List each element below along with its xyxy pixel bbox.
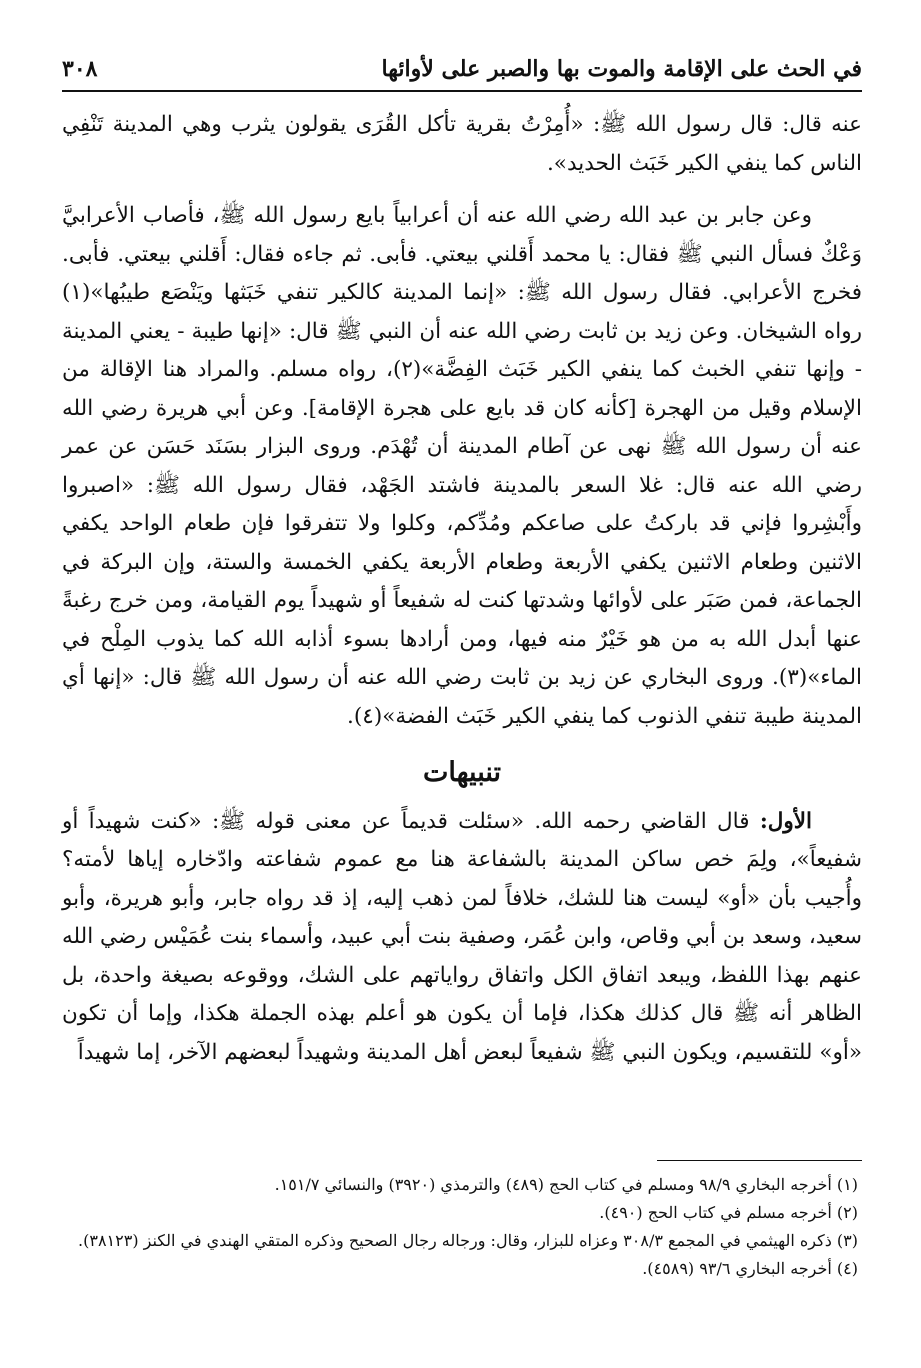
running-title: في الحث على الإقامة والموت بها والصبر على لأوائها [381, 56, 862, 82]
section-lead-word: الأول: [759, 808, 812, 834]
running-head [62, 56, 862, 92]
main-text [62, 106, 862, 1072]
page-number: ٣٠٨ [62, 56, 98, 82]
footnote-1: (١) أخرجه البخاري ٩٨/٩ ومسلم في كتاب الحج (٤٨٩) والترمذي (٣٩٢٠) والنسائي ١٥١/٧. [274, 1175, 858, 1194]
section-paragraph [62, 803, 862, 1073]
footnote-rule [657, 1160, 862, 1161]
section-title: تنبيهات [422, 757, 502, 788]
footnote-3: (٣) ذكره الهيثمي في المجمع ٣٠٨/٣ وعزاه للبزار، وقال: ورجاله رجال الصحيح وذكره المتقي الهندي في الكنز (٣٨١٢٣). [78, 1231, 858, 1250]
paragraph-continued: عنه قال: قال رسول الله ﷺ: «أُمِرْتُ بقرية تأكل القُرَى يقولون يثرب وهي المدينة تَنْفِي الناس كما ينفي الكير خَبَث الحديد». [62, 112, 862, 176]
section-text: قال القاضي رحمه الله. «سئلت قديماً عن معنى قوله ﷺ: «كنت شهيداً أو شفيعاً»، ولِمَ خص ساكن المدينة بالشفاعة هنا مع عموم شفاعته وادّخاره إياها لأمته؟ وأُجيب بأن «أو» ليست هنا للشك، خلافاً لمن ذهب إليه، إذ قد رواه جابر، وأبو هريرة، وأبو سعيد، وسعد بن أبي وقاص، وابن عُمَر، وصفية بنت أبي عبيد، وأسماء بنت عُمَيْس رضي الله عنهم بهذا اللفظ، ويبعد اتفاق الكل واتفاق رواياتهم على الشك، ووقوعه بصيغة واحدة، بل الظاهر أنه ﷺ قال كذلك هكذا، فإما أن يكون هو أعلم بهذه الجملة هكذا، وإما أن تكون «أو» للتقسيم، ويكون النبي ﷺ شفيعاً لبعض أهل المدينة وشهيداً لبعضهم الآخر، إما شهيداً [62, 808, 862, 1065]
page [62, 56, 862, 1072]
footnote-2: (٢) أخرجه مسلم في كتاب الحج (٤٩٠). [599, 1203, 858, 1222]
footnotes [62, 1160, 862, 1283]
paragraph-jabir: وعن جابر بن عبد الله رضي الله عنه أن أعرابياً بايع رسول الله ﷺ، فأصاب الأعرابيَّ وَعْكٌ فسأل النبي ﷺ فقال: يا محمد أَقلني بيعتي. فأبى. ثم جاءه فقال: أَقلني بيعتي. فأبى. فخرج الأعرابي. فقال رسول الله ﷺ: «إنما المدينة كالكير تنفي خَبَثها ويَنْصَع طيبُها»(١) رواه الشيخان. وعن زيد بن ثابت رضي الله عنه أن النبي ﷺ قال: «إنها طيبة - يعني المدينة - وإنها تنفي الخبث كما ينفي الكير خَبَث الفِضَّة»(٢)، رواه مسلم. والمراد هنا الإقالة من الإسلام وقيل من الهجرة [كأنه كان قد بايع على هجرة الإقامة]. وعن أبي هريرة رضي الله عنه أن رسول الله ﷺ نهى عن آطام المدينة أن تُهْدَم. وروى البزار بسَنَد حَسَن عن عمر رضي الله عنه قال: غلا السعر بالمدينة فاشتد الجَهْد، فقال رسول الله ﷺ: «اصبروا وأَبْشِروا فإني قد باركتُ على صاعكم ومُدِّكم، وكلوا ولا تتفرقوا فإن طعام الواحد يكفي الاثنين وطعام الاثنين يكفي الأربعة وطعام الأربعة يكفي الخمسة والستة، وإن البركة في الجماعة، فمن صَبَر على لأوائها وشدتها كنت له شفيعاً أو شهيداً يوم القيامة، ومن خرج رغبةً عنها أبدل الله به من هو خَيْرٌ منه فيها، ومن أرادها بسوء أذابه الله كما يذوب المِلْح في الماء»(٣). وروى البخاري عن زيد بن ثابت رضي الله عنه أن رسول الله ﷺ قال: «إنها أي المدينة طيبة تنفي الذنوب كما ينفي الكير خَبَث الفضة»(٤). [62, 203, 862, 729]
footnote-4: (٤) أخرجه البخاري ٩٣/٦ (٤٥٨٩). [642, 1259, 858, 1278]
